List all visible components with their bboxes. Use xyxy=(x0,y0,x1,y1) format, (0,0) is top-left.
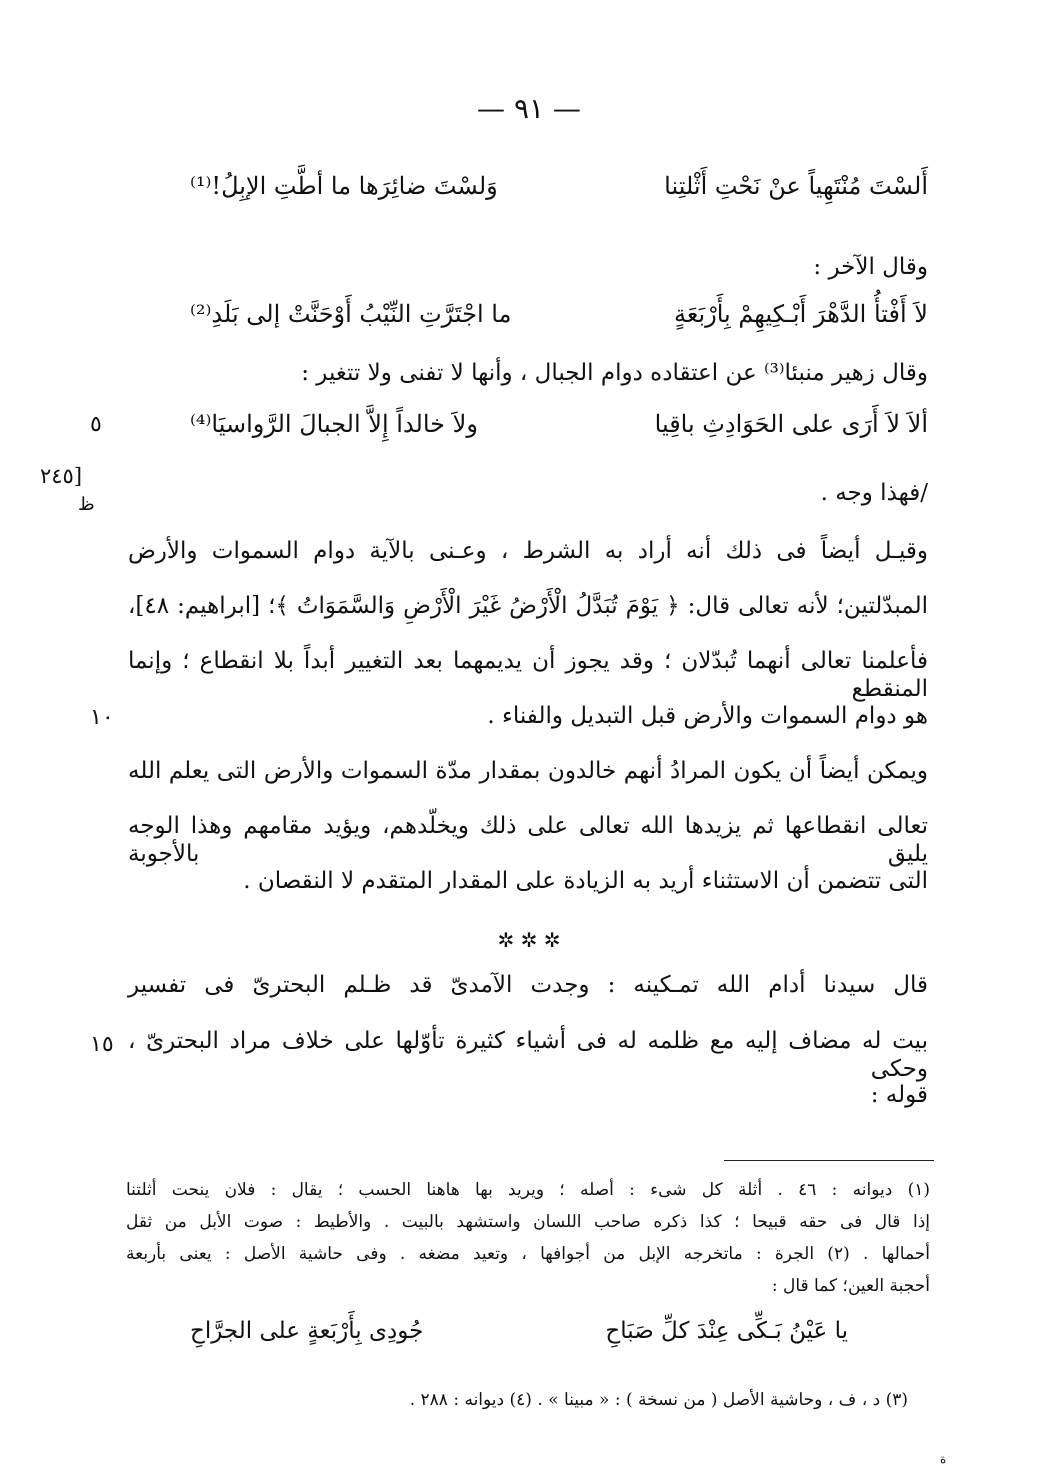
para2-line: التى تتضمن أن الاستثناء أريد به الزيادة على المقدار المتقدم لا النقصان . xyxy=(243,868,928,894)
footnote-last-line: (٣) د ، ف ، وحاشية الأصل ( من نسخة ) : « مبينا » . (٤) ديوانه : ٢٨٨ . xyxy=(409,1390,908,1410)
para3-line: بيت له مضاف إليه مع ظلمه له فى أشياء كثيرة تأوّلها على خلاف مراد البحترىّ ، وحكى xyxy=(128,1028,928,1082)
footnote-verse-first: يا عَيْنُ بَـكِّى عِنْدَ كلِّ صَبَاحِ xyxy=(605,1318,848,1344)
footnote-line: إذا قال فى حقه قبيحا ؛ كذا ذكره صاحب اللسان واستشهد بالبيت . والأطيط : صوت الأبل من ثقل xyxy=(126,1212,930,1232)
footnote-line: أحمالها . (٢) الجرة : ماتخرجه الإبل من أجوافها ، وتعيد مضغه . وفى حاشية الأصل : يعنى بأربعة xyxy=(126,1244,931,1264)
verse2-second-hemistich: ما اجْتَرَّتِ النِّيْبُ أَوْحَنَّتْ إلى بَلَدِ⁽²⁾ xyxy=(190,300,512,328)
page-number: — ٩١ — xyxy=(477,92,581,125)
intro-line-3: وقال زهير منبئا⁽³⁾ عن اعتقاده دوام الجبال ، وأنها لا تفنى ولا تتغير : xyxy=(301,360,928,386)
para3-line: قوله : xyxy=(870,1082,928,1108)
para1-line: المبدّلتين؛ لأنه تعالى قال: ﴿ يَوْمَ تُبَدَّلُ الْأَرْضُ غَيْرَ الْأَرْضِ وَالسَّمَوَاتُ ﴾؛ [ابراهيم: ٤٨]، xyxy=(128,593,928,619)
verse3-second-hemistich: ولاَ خالداً إِلاَّ الجبالَ الرَّواسيَا⁽⁴⁾ xyxy=(190,410,478,438)
footnote-line: أحجبة العين؛ كما قال : xyxy=(771,1276,930,1296)
verse1-first-hemistich: أَلسْتَ مُنْتَهِياً عنْ نَحْتِ أَثْلتِنا xyxy=(664,172,928,200)
corner-mark: ة xyxy=(940,1452,947,1466)
margin-line-number-10: ١٠ xyxy=(90,705,114,730)
para1-line: فأعلمنا تعالى أنهما تُبدّلان ؛ وقد يجوز أن يديمهما بعد التغيير أبداً بلا انقطاع ؛ وإنما المنقطع xyxy=(128,648,928,702)
para1-line: وقيـل أيضاً فى ذلك أنه أراد به الشرط ، وعـنى بالآية دوام السموات والأرض xyxy=(128,538,928,564)
footnote-rule xyxy=(724,1160,934,1161)
margin-folio-letter: ظ xyxy=(78,494,95,515)
section-separator: ✲ ✲ ✲ xyxy=(497,928,561,952)
verse2-first-hemistich: لاَ أَفْتأُ الدَّهْرَ أَبْـكِيهِمْ بِأَرْبَعَةٍ xyxy=(674,300,928,328)
footnote-verse-second: جُودِى بِأَرْبَعةٍ على الجرَّاحِ xyxy=(190,1318,424,1344)
line-after-verse3: /فهذا وجه . xyxy=(820,480,928,506)
footnote-line: (١) ديوانه : ٤٦ . أثلة كل شىء : أصله ؛ ويريد بها هاهنا الحسب ؛ يقال : فلان ينحت أثلتنا xyxy=(126,1180,931,1200)
intro-line-2: وقال الآخر : xyxy=(813,254,928,280)
verse1-second-hemistich: وَلسْتَ ضائِرَها ما أطَّتِ الإبِلُ!⁽¹⁾ xyxy=(190,172,498,200)
para1-line: هو دوام السموات والأرض قبل التبديل والفناء . xyxy=(487,703,928,729)
verse3-first-hemistich: ألاَ لاَ أَرَى على الحَوَادِثِ باقِيا xyxy=(654,410,928,438)
margin-line-number-15: ١٥ xyxy=(90,1032,114,1057)
para2-line: ويمكن أيضاً أن يكون المرادُ أنهم خالدون بمقدار مدّة السموات والأرض التى يعلم الله xyxy=(128,758,928,784)
margin-folio-reference: [٢٤٥ xyxy=(40,464,83,488)
para2-line: تعالى انقطاعها ثم يزيدها الله تعالى على ذلك ويخلّدهم، ويؤيد مقامهم وهذا الوجه يليق بالأجوبة xyxy=(128,813,928,867)
para3-line: قال سيدنا أدام الله تمـكينه : وجدت الآمدىّ قد ظـلم البحترىّ فى تفسير xyxy=(128,972,928,998)
margin-line-number-5: ٥ xyxy=(90,412,102,437)
